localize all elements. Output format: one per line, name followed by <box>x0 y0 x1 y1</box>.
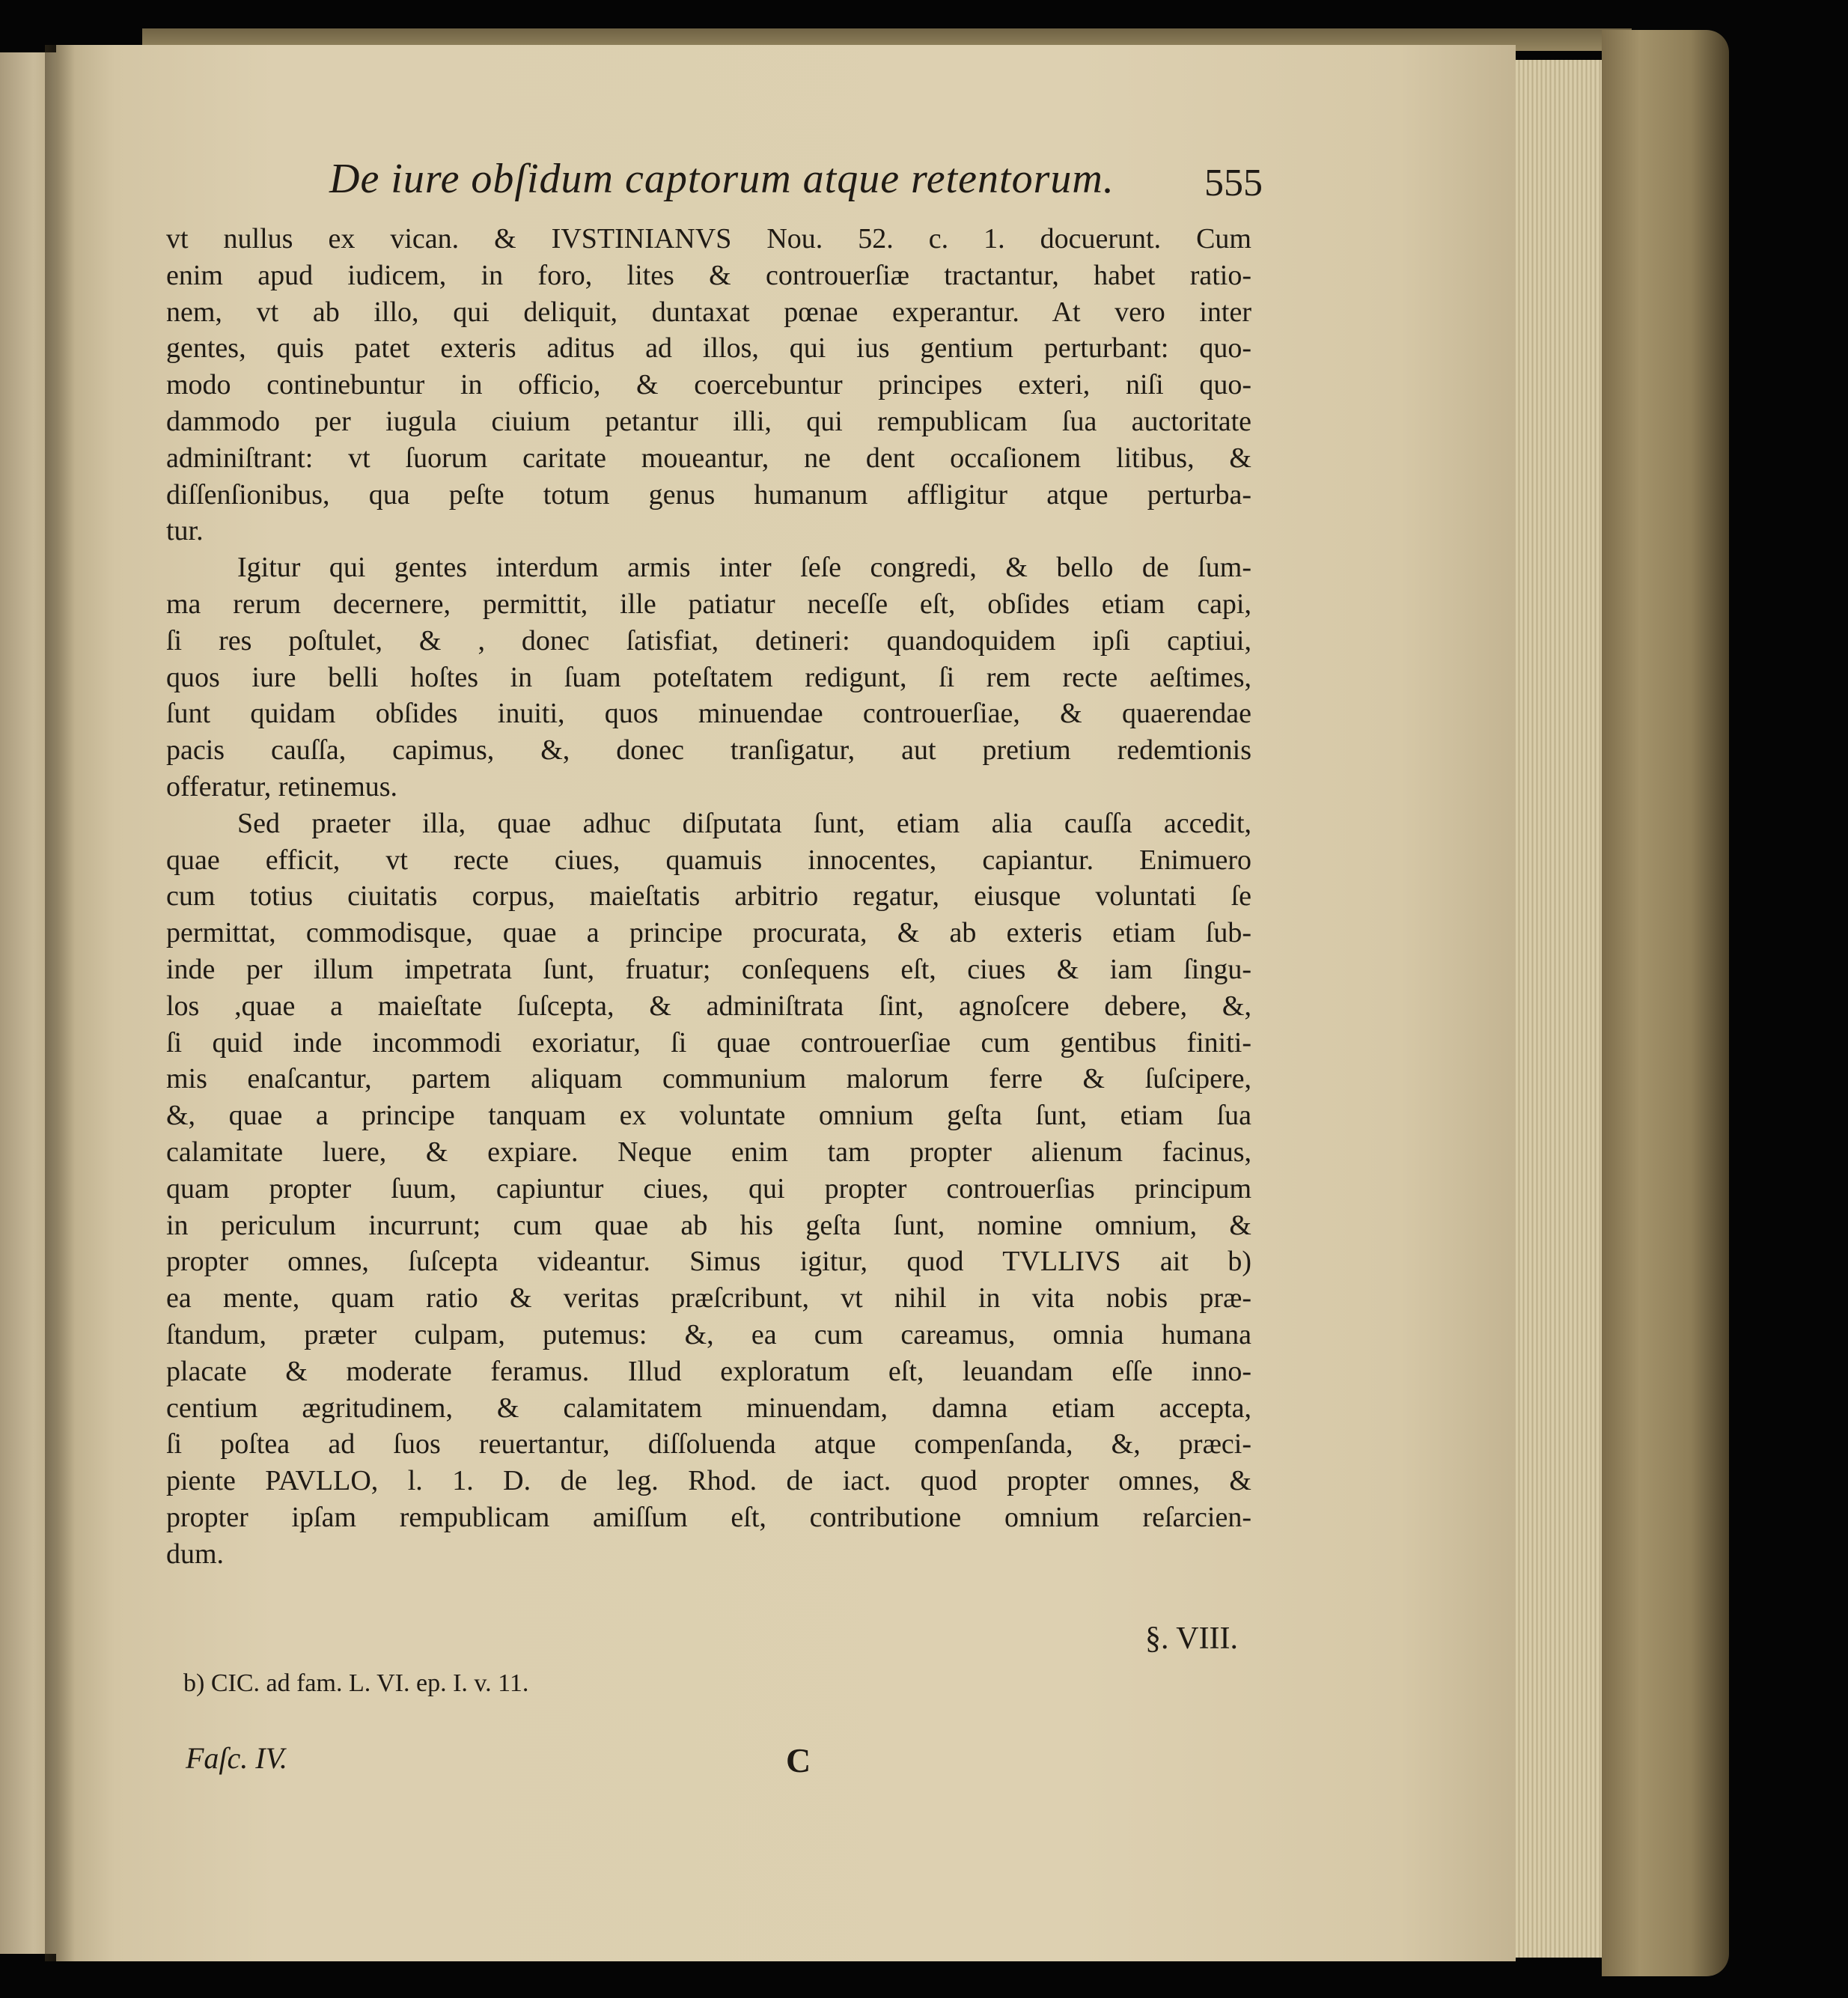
text-line: placate & moderate feramus. Illud exploratum eſt, leuandam eſſe inno- <box>166 1355 1251 1387</box>
text-line: dum. <box>166 1538 225 1570</box>
text-line: gentes, quis patet exteris aditus ad illos, qui ius gentium perturbant: quo- <box>166 332 1251 365</box>
footnote: b) CIC. ad fam. L. VI. ep. I. v. 11. <box>183 1669 529 1697</box>
text-line: ſtandum, præter culpam, putemus: &, ea cum careamus, omnia humana <box>166 1318 1251 1350</box>
text-line: nem, vt ab illo, qui deliquit, duntaxat pœnae experantur. At vero inter <box>166 296 1251 328</box>
text-line: quam propter ſuum, capiuntur ciues, qui propter controuerſias principum <box>166 1172 1251 1204</box>
book-cover-edge <box>1602 30 1729 1976</box>
text-line: enim apud iudicem, in foro, lites & controuerſiæ tractantur, habet ratio- <box>166 259 1251 291</box>
text-line: mis enaſcantur, partem aliquam communium malorum ferre & ſuſcipere, <box>166 1063 1251 1095</box>
catchword: §. VIII. <box>1145 1621 1239 1656</box>
text-line: propter omnes, ſuſcepta videantur. Simus igitur, quod TVLLIVS ait b) <box>166 1246 1251 1278</box>
signature-label: Faſc. IV. <box>186 1741 287 1775</box>
text-line: quae efficit, vt recte ciues, quamuis innocentes, capiantur. Enimuero <box>166 844 1251 876</box>
text-line: piente PAVLLO, l. 1. D. de leg. Rhod. de iact. quod propter omnes, & <box>166 1465 1251 1497</box>
text-line: adminiſtrant: vt ſuorum caritate moueantur, ne dent occaſionem litibus, & <box>166 442 1251 474</box>
text-line: &, quae a principe tanquam ex voluntate omnium geſta ſunt, etiam ſua <box>166 1100 1251 1132</box>
text-line: modo continebuntur in officio, & coercebuntur principes exteri, niſi quo- <box>166 369 1251 401</box>
running-head <box>166 146 1263 221</box>
text-line: diſſenſionibus, qua peſte totum genus humanum affligitur atque perturba- <box>166 478 1251 511</box>
text-line: cum totius ciuitatis corpus, maieſtatis arbitrio regatur, eiusque voluntati ſe <box>166 880 1251 913</box>
text-line: quos iure belli hoſtes in ſuam poteſtatem redigunt, ſi rem recte aeſtimes, <box>166 661 1251 693</box>
body-text <box>166 221 1251 1572</box>
text-line: dammodo per iugula ciuium petantur illi, qui rempublicam ſua auctoritate <box>166 405 1251 437</box>
signature-mark: C <box>786 1741 811 1779</box>
text-line: in periculum incurrunt; cum quae ab his geſta ſunt, nomine omnium, & <box>166 1209 1251 1241</box>
text-line: offeratur, retinemus. <box>166 770 398 802</box>
text-line: permittat, commodisque, quae a principe procurata, & ab exteris etiam ſub- <box>166 917 1251 949</box>
text-line: propter ipſam rempublicam amiſſum eſt, contributione omnium reſarcien- <box>166 1501 1251 1533</box>
text-line: los ,quae a maieſtate ſuſcepta, & adminiſtrata ſint, agnoſcere debere, &, <box>166 990 1251 1022</box>
text-line: ſi res poſtulet, & , donec ſatisfiat, detineri: quandoquidem ipſi captiui, <box>166 624 1251 657</box>
text-line-paragraph-start: Sed praeter illa, quae adhuc diſputata ſunt, etiam alia cauſſa accedit, <box>237 807 1251 839</box>
text-line: vt nullus ex vican. & IVSTINIANVS Nou. 52. c. 1. docuerunt. Cum <box>166 223 1251 255</box>
page-text-block <box>166 146 1263 1572</box>
text-line-paragraph-start: Igitur qui gentes interdum armis inter ſeſe congredi, & bello de ſum- <box>237 552 1251 584</box>
book-gutter <box>45 45 75 1961</box>
text-line: tur. <box>166 515 204 547</box>
page-stack-edge <box>1516 60 1602 1958</box>
text-line: ſi poſtea ad ſuos reuertantur, diſſoluenda atque compenſanda, &, præci- <box>166 1428 1251 1461</box>
text-line: ſi quid inde incommodi exoriatur, ſi quae controuerſiae cum gentibus finiti- <box>166 1026 1251 1059</box>
page-number: 555 <box>1204 162 1263 204</box>
text-line: calamitate luere, & expiare. Neque enim tam propter alienum facinus, <box>166 1136 1251 1168</box>
text-line: ma rerum decernere, permittit, ille patiatur neceſſe eſt, obſides etiam capi, <box>166 588 1251 620</box>
text-line: inde per illum impetrata ſunt, fruatur; conſequens eſt, ciues & iam ſingu- <box>166 953 1251 985</box>
text-line: centium ægritudinem, & calamitatem minuendam, damna etiam accepta, <box>166 1392 1251 1424</box>
running-head-title: De iure obſidum captorum atque retentorum. <box>329 156 1114 202</box>
text-line: ea mente, quam ratio & veritas præſcribunt, vt nihil in vita nobis præ- <box>166 1282 1251 1315</box>
text-line: ſunt quidam obſides inuiti, quos minuendae controuerſiae, & quaerendae <box>166 698 1251 730</box>
text-line: pacis cauſſa, capimus, &, donec tranſigatur, aut pretium redemtionis <box>166 734 1251 767</box>
